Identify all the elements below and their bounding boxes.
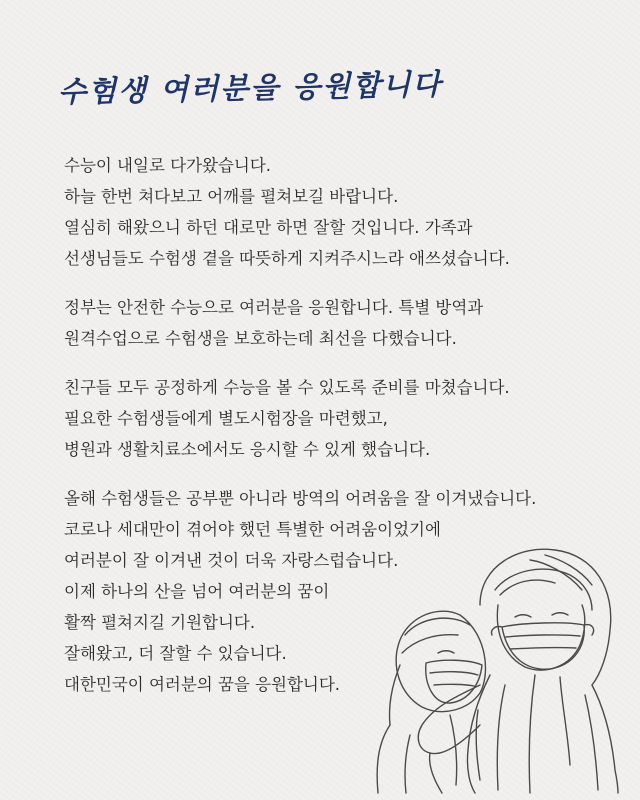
text-line: 병원과 생활치료소에서도 응시할 수 있게 했습니다. <box>64 440 431 459</box>
paragraph-3 <box>64 372 604 465</box>
left-student-mask <box>426 660 482 703</box>
text-line: 여러분이 잘 이겨낸 것이 더욱 자랑스럽습니다. <box>64 551 399 570</box>
text-line: 활짝 펼쳐지길 기원합니다. <box>64 613 256 632</box>
text-line: 이제 하나의 산을 넘어 여러분의 꿈이 <box>64 582 330 601</box>
paragraph-1 <box>64 150 604 274</box>
text-line: 선생님들도 수험생 곁을 따뜻하게 지켜주시느라 애쓰셨습니다. <box>64 249 510 268</box>
right-student-face <box>497 605 584 670</box>
text-line: 친구들 모두 공정하게 수능을 볼 수 있도록 준비를 마쳤습니다. <box>64 378 510 397</box>
left-student-eye <box>438 651 454 653</box>
right-student-eyes <box>515 613 568 617</box>
right-student-hair <box>495 569 592 610</box>
text-line: 정부는 안전한 수능으로 여러분을 응원합니다. 특별 방역과 <box>64 298 484 317</box>
text-line: 코로나 세대만이 겪어야 했던 특별한 어려움이었기에 <box>64 520 441 539</box>
letter-title: 수험생 여러분을 응원합니다 <box>57 66 443 109</box>
text-line: 대한민국이 여러분의 꿈을 응원합니다. <box>64 675 341 694</box>
text-line: 수능이 내일로 다가왔습니다. <box>64 156 272 175</box>
right-student-mask <box>502 623 584 669</box>
text-line: 잘해왔고, 더 잘할 수 있습니다. <box>64 644 287 663</box>
text-line: 열심히 해왔으니 하던 대로만 하면 잘할 것입니다. 가족과 <box>64 218 473 237</box>
students-hug-illustration <box>330 535 630 795</box>
paragraph-2 <box>64 292 604 354</box>
text-line: 올해 수험생들은 공부뿐 아니라 방역의 어려움을 잘 이겨냈습니다. <box>64 489 537 508</box>
text-line: 원격수업으로 수험생을 보호하는데 최선을 다했습니다. <box>64 329 457 348</box>
text-line: 필요한 수험생들에게 별도시험장을 마련했고, <box>64 409 388 428</box>
text-line: 하늘 한번 쳐다보고 어깨를 펼쳐보길 바랍니다. <box>64 187 399 206</box>
hugging-arm <box>418 685 480 754</box>
